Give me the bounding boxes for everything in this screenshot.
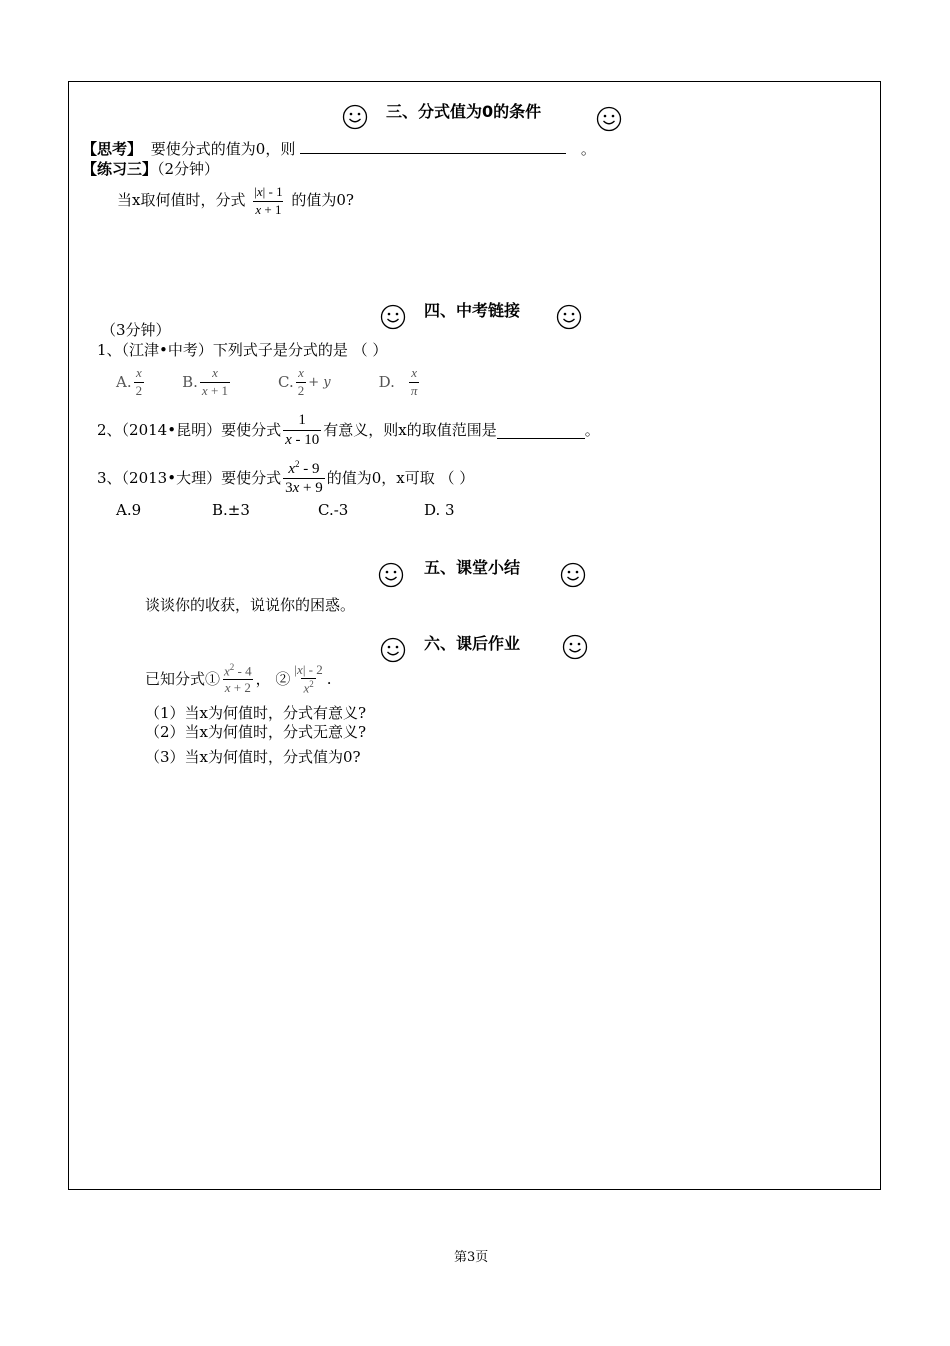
question-text: 当x取何值时，分式 (117, 191, 246, 209)
q3-row (97, 456, 474, 500)
fraction: $\frac{x}{2}$ (135, 365, 143, 398)
exercise-3-row (82, 162, 219, 177)
homework-row (145, 656, 332, 702)
answer-blank[interactable] (300, 153, 566, 154)
q1-text: 1、（江津•中考）下列式子是分式的是 （ ） (97, 341, 388, 359)
q2-text: 2、（2014•昆明）要使分式 (97, 420, 282, 439)
think-text: 要使分式的值为0，则 (150, 140, 296, 158)
homework-item: （1）当x为何值时，分式有意义? (145, 704, 367, 722)
smiley-icon (380, 637, 406, 663)
exercise-3-time: （2分钟） (157, 160, 220, 178)
option-b: B. (182, 372, 198, 391)
option-c: C.-3 (318, 501, 349, 519)
section-4-title: 四、中考链接 (424, 301, 521, 320)
fraction: $\frac{1}{x - 10}$ (285, 412, 320, 448)
homework-text: 已知分式① (145, 669, 221, 688)
fraction: $\frac{x}{x + 1}$ (201, 365, 229, 398)
smiley-icon (342, 104, 368, 130)
fraction: $\frac{|x| - 2}{x^2}$ (294, 661, 323, 696)
option-a: A.9 (116, 501, 142, 519)
smiley-icon (380, 304, 406, 330)
smiley-icon (378, 562, 404, 588)
option-d: D. (378, 372, 395, 391)
fraction: $\frac{|x| - 1}{x + 1}$ (254, 184, 283, 217)
fraction: $\frac{x^2 - 4}{x + 2}$ (224, 661, 252, 696)
option-b: B.±3 (212, 501, 250, 519)
q3-text: 3、（2013•大理）要使分式 (97, 468, 282, 487)
q2-end: 。 (584, 420, 600, 439)
homework-text: ， ② (255, 669, 291, 688)
homework-item: （2）当x为何值时，分式无意义? (145, 723, 367, 741)
option-c: C. (278, 372, 294, 391)
fraction: $\frac{x}{\pi}$ (410, 365, 418, 398)
section-4-time: （3分钟） (101, 321, 171, 339)
q2-text: 有意义，则x的取值范围是 (323, 420, 497, 439)
q2-row (97, 408, 600, 452)
smiley-icon (560, 562, 586, 588)
homework-item: （3）当x为何值时，分式值为0? (145, 748, 361, 766)
smiley-icon (596, 106, 622, 132)
answer-blank[interactable] (497, 422, 585, 439)
section-3-title: 三、分式值为0的条件 (386, 102, 542, 121)
smiley-icon (556, 304, 582, 330)
q3-text: 的值为0，x可取 （ ） (326, 468, 475, 487)
exercise-3-question (117, 180, 354, 220)
q3-options (116, 503, 455, 518)
page-number: 第3页 (454, 1250, 489, 1265)
fraction: $\frac{x^2 - 9}{3x + 9}$ (285, 458, 323, 496)
option-a: A. (116, 372, 132, 391)
section-5-text: 谈谈你的收获，说说你的困惑。 (145, 596, 356, 614)
section-5-title: 五、课堂小结 (424, 558, 521, 577)
q1-options: A. $\frac{x}{2}$ B. $\frac{x}{x + 1}$ C. $\frac{x}{2}$ + y D. $\frac{x}{\pi}$ (116, 365, 418, 398)
homework-end: . (326, 669, 332, 688)
think-end: 。 (580, 140, 596, 158)
think-label: 【思考】 (82, 140, 143, 158)
exercise-3-label: 【练习三】 (82, 160, 158, 178)
question-text: 的值为0? (291, 191, 354, 209)
think-row (82, 142, 596, 157)
smiley-icon (562, 634, 588, 660)
section-6-title: 六、课后作业 (424, 634, 521, 653)
option-d: D. 3 (424, 501, 455, 519)
fraction: $\frac{x}{2}$ (297, 365, 305, 398)
